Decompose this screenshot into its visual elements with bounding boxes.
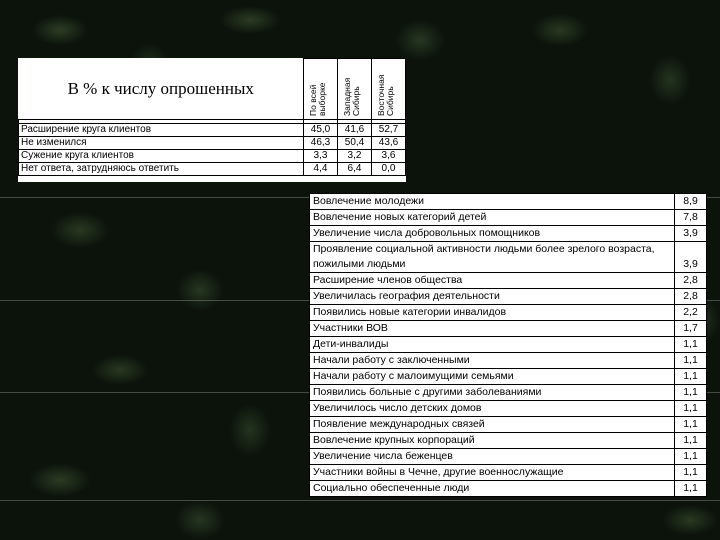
table-title: В % к числу опрошенных	[19, 59, 304, 120]
column-header	[338, 59, 372, 120]
table-row	[310, 194, 707, 210]
survey-table	[18, 58, 406, 182]
table-row	[310, 481, 707, 497]
table-row	[310, 401, 707, 417]
cell-value: 1,1	[675, 433, 707, 449]
column-header	[372, 59, 406, 120]
row-label: Увеличение числа добровольных помощников	[310, 226, 675, 242]
table-row	[19, 137, 406, 150]
table-row	[310, 353, 707, 369]
survey-table-header	[19, 59, 406, 120]
cell-value: 6,4	[338, 163, 372, 176]
cell-value: 1,1	[675, 401, 707, 417]
row-label: Появились новые категории инвалидов	[310, 305, 675, 321]
cell-value: 3,6	[372, 150, 406, 163]
row-label: Увеличилось число детских домов	[310, 401, 675, 417]
row-label: Участники ВОВ	[310, 321, 675, 337]
table-row	[310, 337, 707, 353]
table-row	[310, 289, 707, 305]
table-row	[310, 210, 707, 226]
cell-value: 3,2	[338, 150, 372, 163]
table-row	[19, 124, 406, 137]
cell-value: 4,4	[304, 163, 338, 176]
background-rule-bottom	[0, 500, 720, 501]
changes-table	[309, 193, 707, 497]
column-header-label: Западная Сибирь	[341, 77, 361, 116]
column-header-label: По всей выборке	[307, 82, 327, 116]
cell-value: 52,7	[372, 124, 406, 137]
cell-value: 1,1	[675, 337, 707, 353]
table-bottom-pad	[19, 176, 406, 183]
cell-value: 1,1	[675, 385, 707, 401]
column-header	[304, 59, 338, 120]
table-row	[310, 226, 707, 242]
cell-value: 41,6	[338, 124, 372, 137]
table-row	[310, 273, 707, 289]
table-row	[310, 369, 707, 385]
table-row	[310, 385, 707, 401]
cell-value: 43,6	[372, 137, 406, 150]
row-label: Появление международных связей	[310, 417, 675, 433]
table-row	[310, 433, 707, 449]
cell-value: 1,1	[675, 481, 707, 497]
cell-value: 8,9	[675, 194, 707, 210]
cell-value: 1,1	[675, 417, 707, 433]
cell-value: 2,2	[675, 305, 707, 321]
cell-value: 45,0	[304, 124, 338, 137]
row-label: Проявление социальной активности людьми более зрелого возраста, пожилыми людьми	[310, 242, 675, 273]
table-row	[310, 449, 707, 465]
cell-value: 3,3	[304, 150, 338, 163]
cell-value: 1,1	[675, 449, 707, 465]
row-label: Появились больные с другими заболеваниями	[310, 385, 675, 401]
row-label: Начали работу с малоимущими семьями	[310, 369, 675, 385]
cell-value: 7,8	[675, 210, 707, 226]
table-row	[310, 417, 707, 433]
cell-value: 3,9	[675, 226, 707, 242]
row-label: Социально обеспеченные люди	[310, 481, 675, 497]
row-label: Увеличение числа беженцев	[310, 449, 675, 465]
table-row	[310, 305, 707, 321]
table-row	[19, 150, 406, 163]
row-label: Расширение членов общества	[310, 273, 675, 289]
cell-value: 1,1	[675, 465, 707, 481]
table-row	[310, 242, 707, 273]
cell-value: 1,1	[675, 353, 707, 369]
row-label: Расширение круга клиентов	[19, 124, 304, 137]
cell-value: 50,4	[338, 137, 372, 150]
table-row	[310, 465, 707, 481]
row-label: Участники войны в Чечне, другие военнослужащие	[310, 465, 675, 481]
cell-value: 1,1	[675, 369, 707, 385]
cell-value: 2,8	[675, 273, 707, 289]
cell-value: 46,3	[304, 137, 338, 150]
row-label: Не изменился	[19, 137, 304, 150]
row-label: Вовлечение крупных корпораций	[310, 433, 675, 449]
row-label: Дети-инвалиды	[310, 337, 675, 353]
row-label: Нет ответа, затрудняюсь ответить	[19, 163, 304, 176]
cell-value: 0,0	[372, 163, 406, 176]
cell-value: 3,9	[675, 242, 707, 273]
row-label: Вовлечение молодежи	[310, 194, 675, 210]
cell-value: 2,8	[675, 289, 707, 305]
row-label: Вовлечение новых категорий детей	[310, 210, 675, 226]
row-label: Начали работу с заключенными	[310, 353, 675, 369]
column-header-label: Восточная Сибирь	[375, 74, 395, 116]
row-label: Сужение круга клиентов	[19, 150, 304, 163]
cell-value: 1,7	[675, 321, 707, 337]
row-label: Увеличилась география деятельности	[310, 289, 675, 305]
table-row	[310, 321, 707, 337]
table-row	[19, 163, 406, 176]
